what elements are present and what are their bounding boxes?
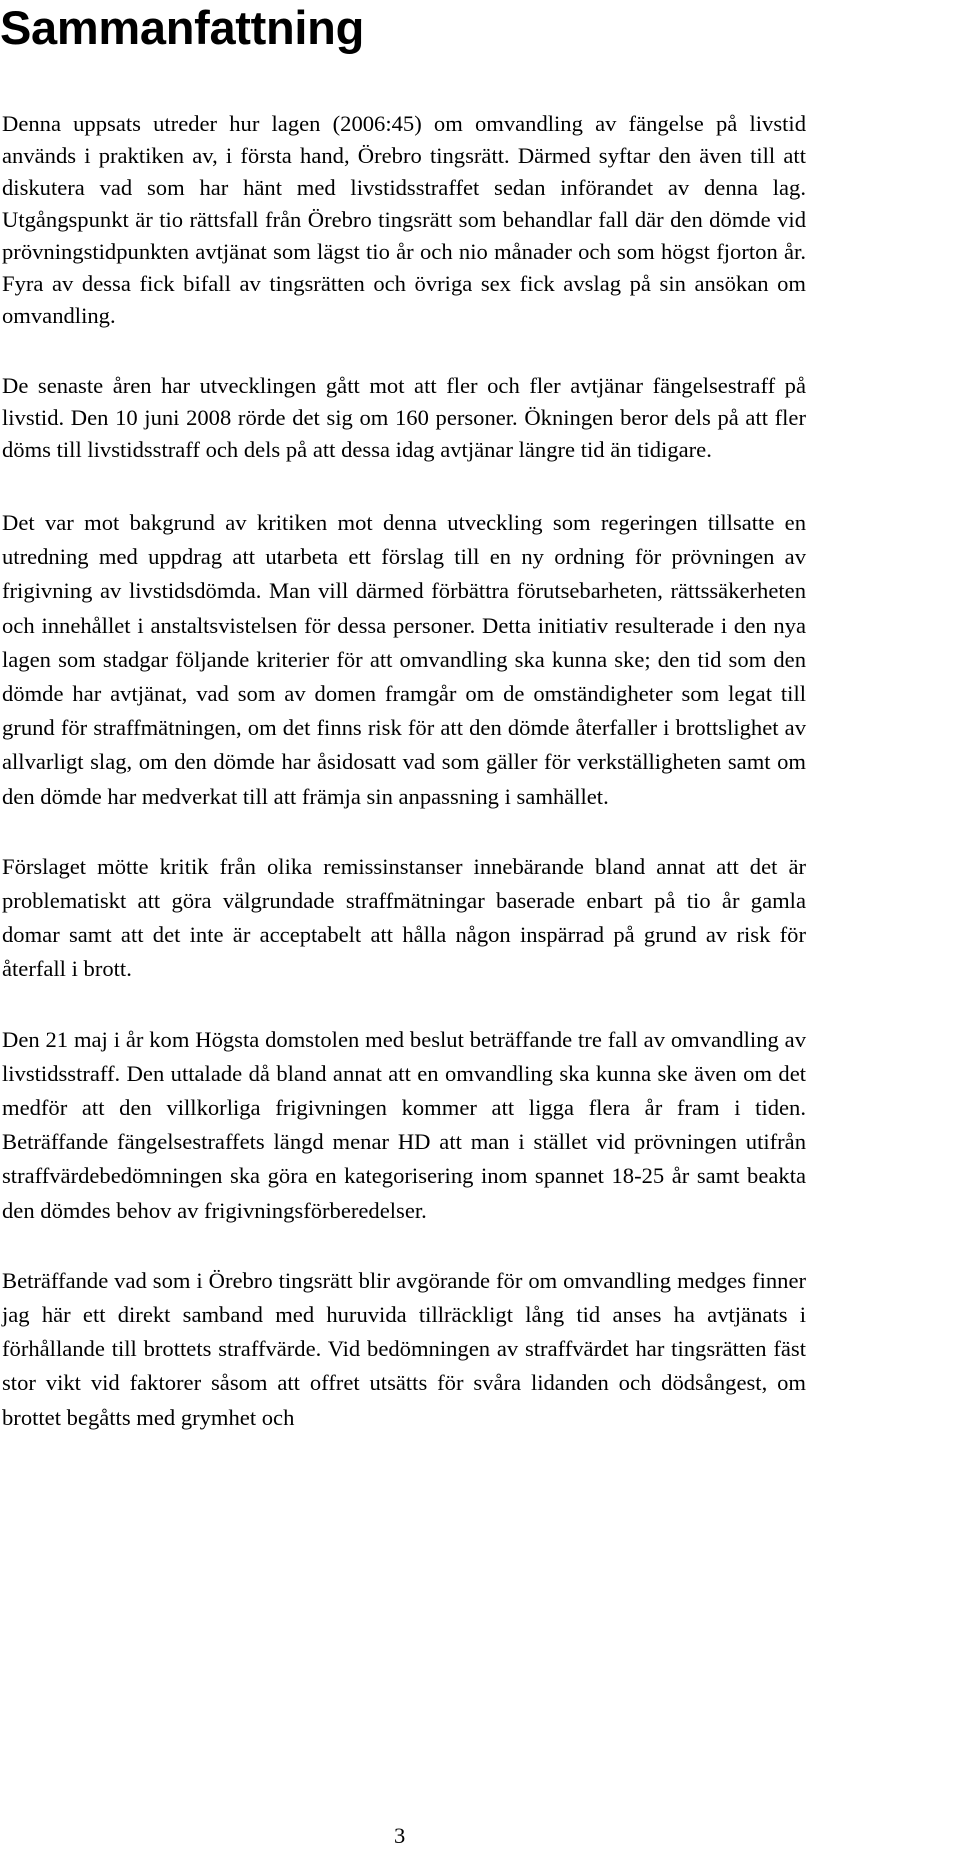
paragraph-background: Det var mot bakgrund av kritiken mot denna utveckling som regeringen tillsatte en utredning med uppdrag att utarbeta ett förslag till en ny ordning för prövningen av frigivning av livstidsdömda. Man vill därmed förbättra förutsebarheten, rättssäkerheten och innehållet i anstaltsvistelsen för dessa personer. Detta initiativ resulterade i den nya lagen som stadgar följande kriterier för att omvandling ska kunna ske; den tid som den dömde har avtjänat, vad som av domen framgår om de omständigheter som legat till grund för straffmätningen, om det finns risk för att den dömde återfaller i brottslighet av allvarligt slag, om den dömde har åsidosatt vad som gäller för verkställigheten samt om den dömde har medverkat till att främja sin anpassning i samhället. bbox=[2, 510, 806, 809]
page-title: Sammanfattning bbox=[0, 1, 364, 54]
summary-body bbox=[2, 108, 806, 1471]
paragraph-purpose: Denna uppsats utreder hur lagen (2006:45) om omvandling av fängelse på livstid används i praktiken av, i första hand, Örebro tingsrätt. Därmed syftar den även till att diskutera vad som har hänt med livstidsstraffet sedan införandet av denna lag. Utgångspunkt är tio rättsfall från Örebro tingsrätt som behandlar fall där den dömde vid prövningstidpunkten avtjänat som lägst tio år och nio månader och som högst fjorton år. Fyra av dessa fick bifall av tingsrätten och övriga sex fick avslag på sin ansökan om omvandling. bbox=[2, 111, 806, 328]
page-number: 3 bbox=[394, 1823, 406, 1848]
paragraph-supreme-court: Den 21 maj i år kom Högsta domstolen med beslut beträffande tre fall av omvandling av livstidsstraff. Den uttalade då bland annat att en omvandling ska kunna ske även om det medför att den villkorliga frigivningen kommer att ligga flera år fram i tiden. Beträffande fängelsestraffets längd menar HD att man i stället vid prövningen utifrån straffvärdebedömningen ska göra en kategorisering inom spannet 18-25 år samt beakta den dömdes behov av frigivningsförberedelser. bbox=[2, 1026, 806, 1223]
paragraph-conclusion: Beträffande vad som i Örebro tingsrätt blir avgörande för om omvandling medges finner jag här ett direkt samband med huruvida tillräckligt lång tid anses ha avtjänats i förhållande till brottets straffvärde. Vid bedömningen av straffvärdet har tingsrätten fäst stor vikt vid faktorer såsom att offret utsätts för svåra lidanden och dödsångest, om brottet begåtts med grymhet och bbox=[2, 1267, 806, 1430]
paragraph-development: De senaste åren har utvecklingen gått mot att fler och fler avtjänar fängelsestraff på livstid. Den 10 juni 2008 rörde det sig om 160 personer. Ökningen beror dels på att fler döms till livstidsstraff och dels på att dessa idag avtjänar längre tid än tidigare. bbox=[2, 373, 806, 462]
paragraph-criticism: Förslaget mötte kritik från olika remissinstanser innebärande bland annat att det är problematiskt att göra välgrundade straffmätningar baserade enbart på tio år gamla domar samt att det inte är acceptabelt att hålla någon inspärrad på grund av risk för återfall i brott. bbox=[2, 853, 806, 982]
